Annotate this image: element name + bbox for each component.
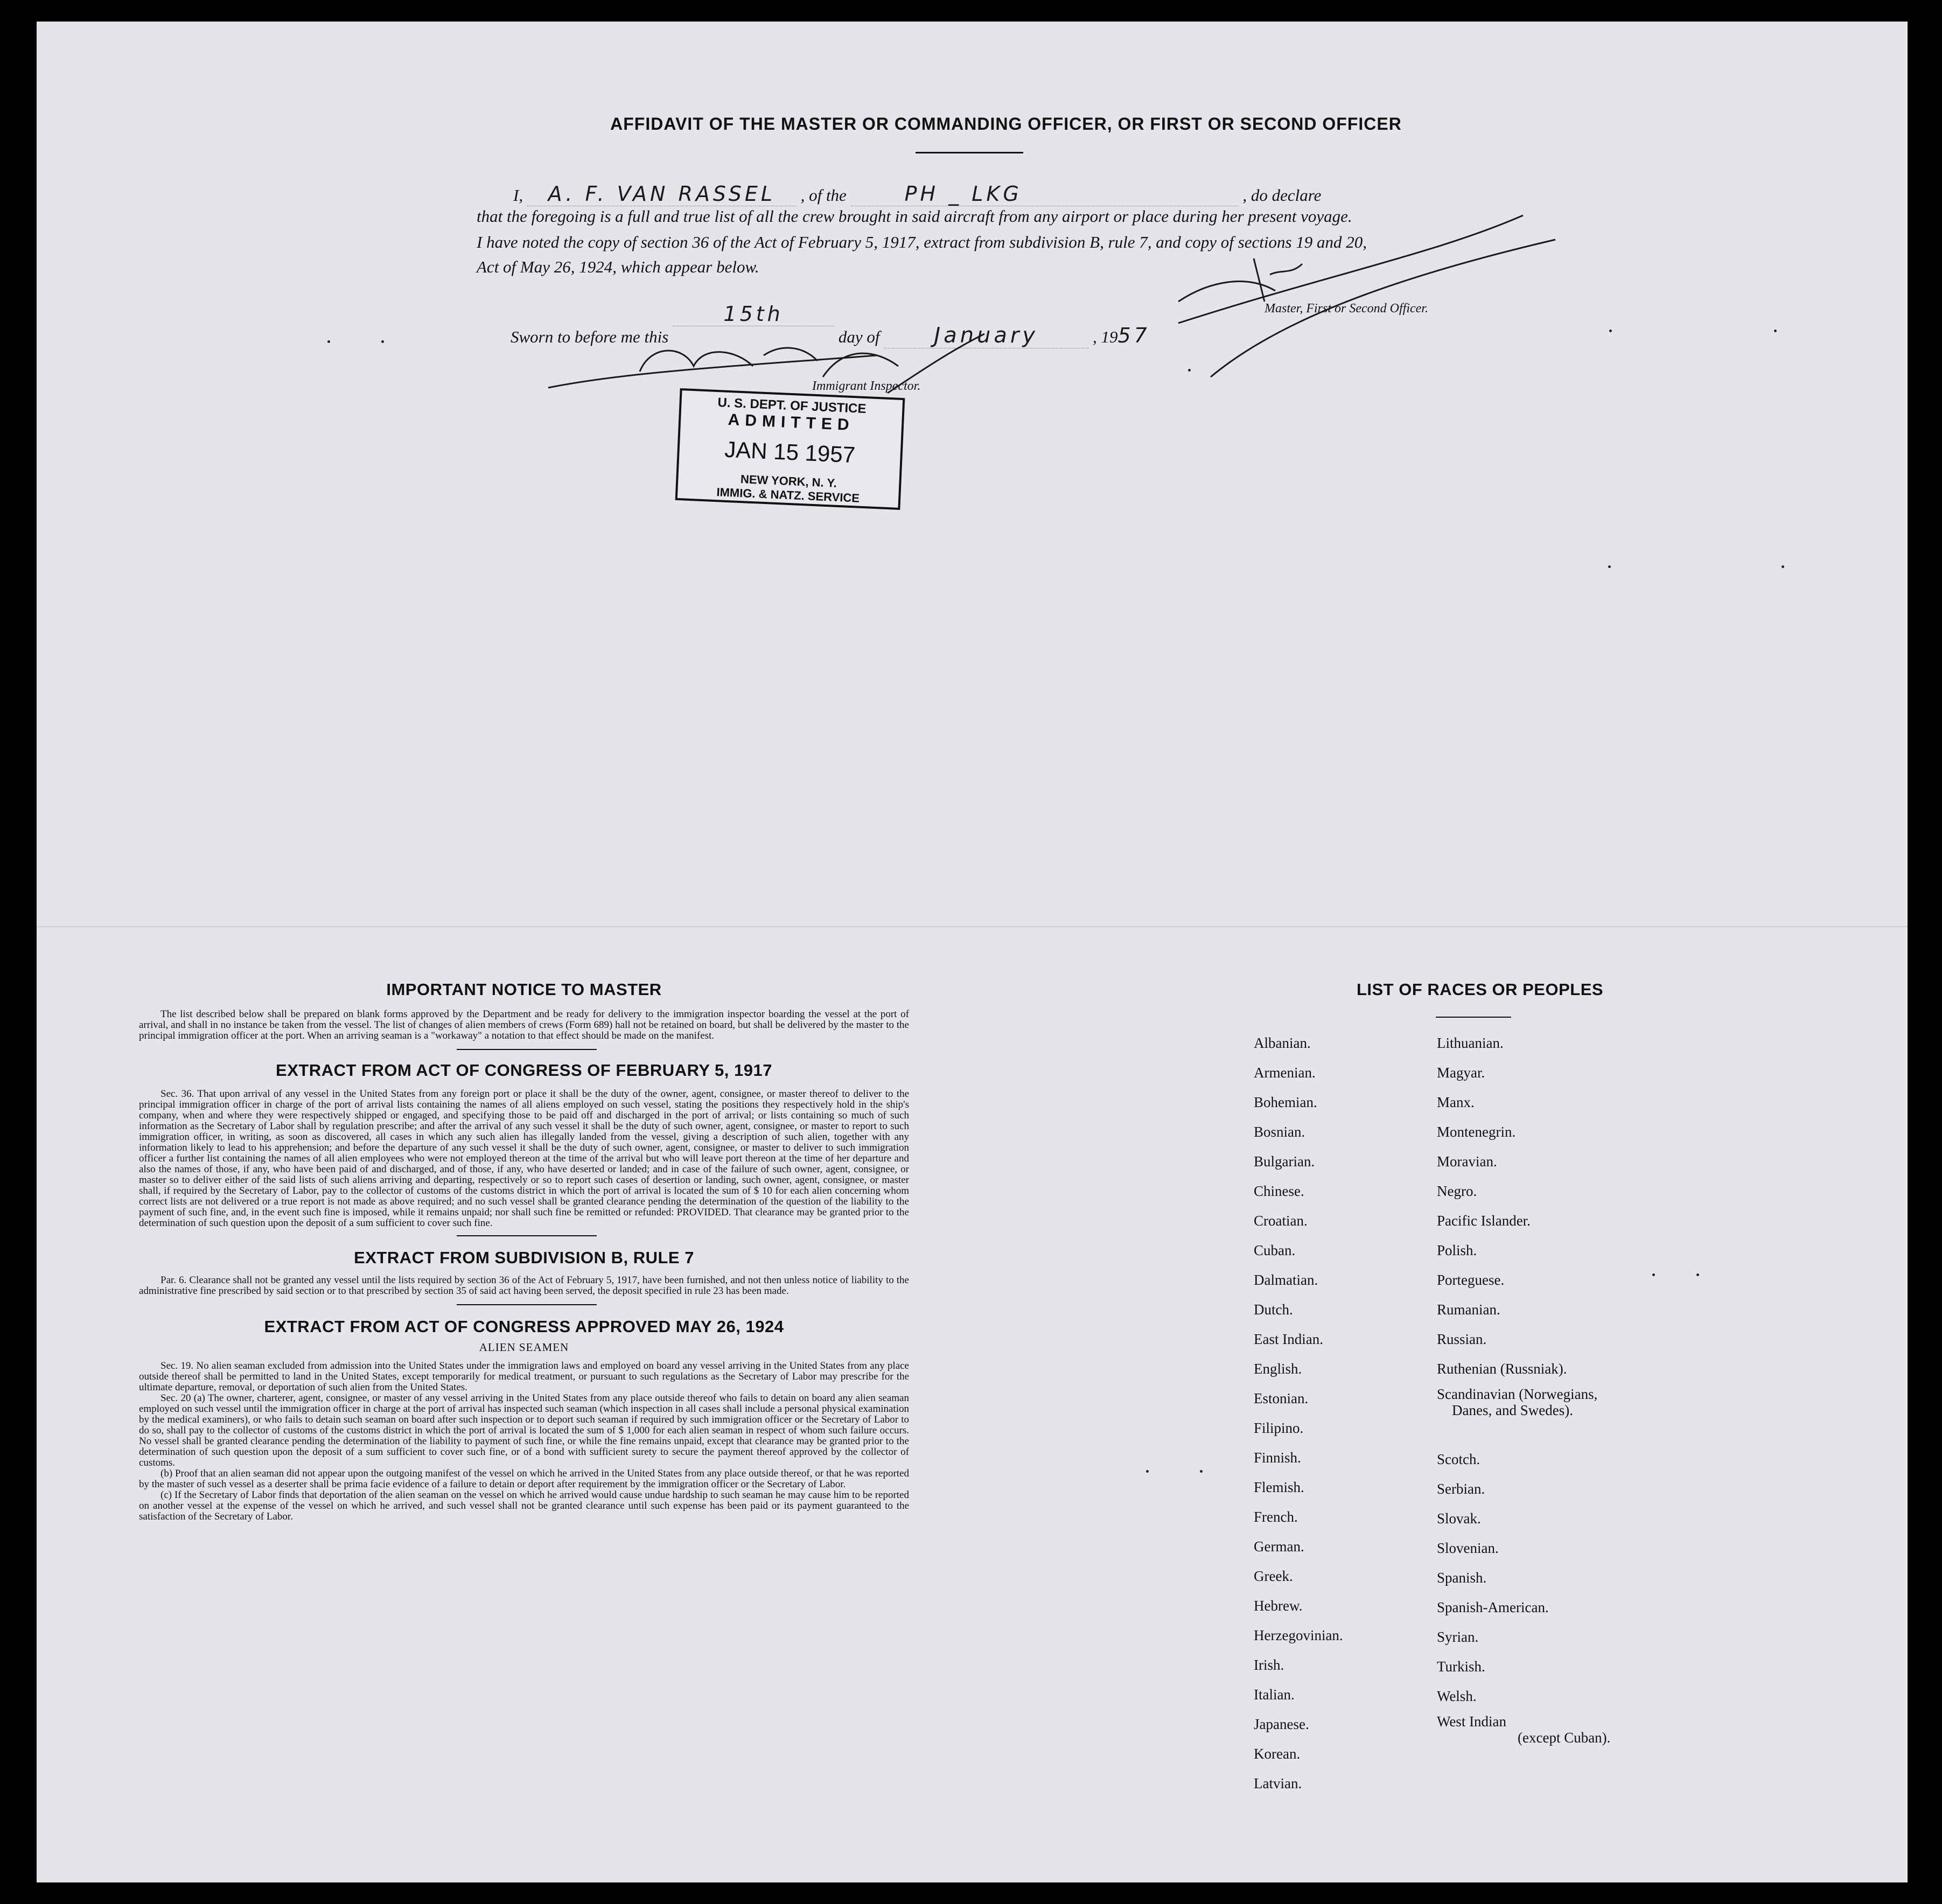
extract-1917-body: Sec. 36. That upon arrival of any vessel in the United States from any foreign port or place it shall be the duty of the owner, agent, consignee, or master thereof to deliver to the principal immigration officer in charge of the port of arrival lists containing the names of all aliens employed on such vessel, stating the positions they respectively hold in the ship's company, when and where they were respectively shipped or engaged, and specifying those to be paid off and discharged in the port of arrival; or lists containing so much of such information as the Secretary of Labor shall by regulation prescribe; and after the arrival of any such vessel it shall be the duty of such owner, agent, consignee, or master to report to such immigration officer, in writing, as soon as discovered, all cases in which any such alien has illegally landed from the vessel, giving a description of such alien, together with any information likely to lead to his apprehension; and before the departure of any such vessel it shall be the duty of such owner, agent, consignee, or master to deliver to such immigration officer a further list containing the names of all alien employees who were not employed thereon at the time of the arrival but who will leave port thereon at the time of her departure and also the names of those, if any, who have been paid of and discharged, and of those, if any, who have deserted or landed; and in case of the failure of such owner, agent, consignee, or master so to deliver either of the said lists of such aliens arriving and departing, respectively or so to report such cases of desertion or landing, such owner, agent, consignee, or master shall, if required by the Secretary of Labor, pay to the collector of customs of the customs district in which the port of arrival is located the sum of $ 10 for each alien concerning whom correct lists are not delivered or a true report is not made as above required; and no such vessel shall be granted clearance pending the determination of the question of the liability to the payment of such fine, and, in the event such fine is imposed, while it remains unpaid; nor shall such fine be remitted or refunded: PROVIDED. That clearance may be granted prior to the determination of such question upon the deposit of a sum sufficient to cover such fine. xyxy=(139,1088,909,1229)
affidavit-title: AFFIDAVIT OF THE MASTER OR COMMANDING OFFICER, OR FIRST OR SECOND OFFICER xyxy=(610,114,1402,134)
of-the-label: , of the xyxy=(800,186,847,205)
race-item: Flemish. xyxy=(1254,1479,1304,1495)
race-item: Serbian. xyxy=(1437,1481,1485,1497)
sec-19-body: Sec. 19. No alien seaman excluded from admission into the United States under the immigration laws and employed on board any vessel arriving in the United States from any place outside thereof shall be permitted to land in the United States, except temporarily for medical treatment, or pursuant to such regulations as the Secretary of Labor may prescribe for the ultimate departure, removal, or deportation of such alien from the United States. xyxy=(139,1360,909,1393)
stamp-admitted: ADMITTED xyxy=(728,410,855,435)
document-sheet xyxy=(37,22,1908,1882)
affidavit-line-4: Act of May 26, 1924, which appear below. xyxy=(477,257,759,276)
stamp-dept: U. S. DEPT. OF JUSTICE xyxy=(717,395,867,417)
notice-column xyxy=(139,980,909,1522)
race-item: Hebrew. xyxy=(1254,1598,1303,1614)
notice-title: IMPORTANT NOTICE TO MASTER xyxy=(386,980,662,999)
signatures-svg xyxy=(37,22,1908,506)
race-item: Slovenian. xyxy=(1437,1540,1499,1556)
race-item-scandinavian xyxy=(1437,1384,1738,1445)
race-item: Syrian. xyxy=(1437,1629,1479,1645)
fold-line xyxy=(37,926,1908,927)
scan-speck xyxy=(1608,565,1611,568)
do-declare-label: , do declare xyxy=(1242,186,1322,205)
race-item: Slovak. xyxy=(1437,1510,1481,1527)
race-item: Italian. xyxy=(1254,1686,1295,1703)
race-item: Croatian. xyxy=(1254,1213,1308,1229)
subdivision-b-body: Par. 6. Clearance shall not be granted any vessel until the lists required by section 36 of the Act of February 5, 1917, have been furnished, and not then unless notice of liability to the administrative fine prescribed by said section or to that prescribed by section 35 of said act having been served, the deposit specified in rule 23 has been made. xyxy=(139,1275,909,1297)
race-item: Danes, and Swedes). xyxy=(1452,1402,1573,1418)
master-signature xyxy=(1178,240,1555,377)
officer-name-field[interactable]: A. F. VAN RASSEL xyxy=(527,182,797,206)
scan-speck xyxy=(1146,1470,1149,1473)
stamp-date: JAN 15 1957 xyxy=(724,436,856,468)
affidavit-line-2: that the foregoing is a full and true list of all the crew brought in said aircraft from any airport or place during her present voyage. xyxy=(477,207,1352,226)
races-right-column xyxy=(1437,1028,1738,1756)
scan-speck xyxy=(1609,330,1612,332)
alien-seamen-subtitle: ALIEN SEAMEN xyxy=(479,1341,569,1354)
scan-speck xyxy=(381,340,384,343)
race-item: Rumanian. xyxy=(1437,1301,1500,1318)
stamp-service: IMMIG. & NATZ. SERVICE xyxy=(716,485,860,505)
inspector-caption: Immigrant Inspector. xyxy=(812,379,921,393)
subdivision-b-rule xyxy=(457,1304,597,1305)
race-item: Armenian. xyxy=(1254,1065,1316,1081)
race-item: (except Cuban). xyxy=(1518,1730,1611,1746)
day-of-label: day of xyxy=(838,327,880,346)
races-rule xyxy=(1436,1017,1511,1018)
race-item: German. xyxy=(1254,1538,1304,1555)
race-item: Bohemian. xyxy=(1254,1094,1317,1110)
race-item: Montenegrin. xyxy=(1437,1124,1516,1140)
inspector-signature xyxy=(548,348,898,388)
race-item: Estonian. xyxy=(1254,1390,1309,1406)
extract-1924-title: EXTRACT FROM ACT OF CONGRESS APPROVED MAY 26, 1924 xyxy=(264,1317,784,1336)
race-item: Finnish. xyxy=(1254,1450,1301,1466)
day-field[interactable]: 15th xyxy=(673,302,834,326)
race-item: Korean. xyxy=(1254,1746,1301,1762)
race-item: Welsh. xyxy=(1437,1688,1477,1704)
notice-rule xyxy=(457,1049,597,1050)
race-item: Ruthenian (Russniak). xyxy=(1437,1361,1567,1377)
scan-speck xyxy=(327,340,330,343)
race-item: Dutch. xyxy=(1254,1301,1293,1318)
race-item: Lithuanian. xyxy=(1437,1035,1504,1051)
race-item: French. xyxy=(1254,1509,1298,1525)
master-signature-stroke xyxy=(1178,215,1523,323)
race-item: Polish. xyxy=(1437,1242,1477,1258)
scan-speck xyxy=(1200,1470,1203,1473)
race-item-west-indian xyxy=(1437,1711,1738,1756)
sec-20b-body: (b) Proof that an alien seaman did not appear upon the outgoing manifest of the vessel on which he arrived in the United States from any place outside thereof, or that he was reported by the master of such vessel as a deserter shall be prima facie evidence of a failure to detain or deport after requirement by the immigration officer or the Secretary of Labor. xyxy=(139,1468,909,1490)
race-item: Bosnian. xyxy=(1254,1124,1305,1140)
sec-20a-body: Sec. 20 (a) The owner, charterer, agent, consignee, or master of any vessel arriving in the United States from any place outside thereof who fails to detain on board any alien seaman employed on such vessel until the immigration officer in charge at the port of arrival has inspected such seaman (which inspection in all cases shall include a personal physical examination by the medical examiners), or who fails to detain such seaman on board after such inspection or to deport such seaman if required by such immigration officer or the Secretary of Labor to do so, shall pay to the collector of customs of the customs district in which the port of arrival is located the sum of $ 1,000 for each alien seaman in respect of whom such failure occurs. No vessel shall be granted clearance pending the determination of the liability to payment of such fine, or while the fine remains unpaid, except that clearance may be granted prior to the determination of such question upon the deposit of a sum sufficient to cover such fine, or of a bond with sufficient surety to secure the payment thereof approved by the collector of customs. xyxy=(139,1392,909,1468)
race-item: Turkish. xyxy=(1437,1658,1485,1675)
scan-speck xyxy=(1652,1273,1655,1276)
race-item: Japanese. xyxy=(1254,1716,1309,1732)
scan-speck xyxy=(1782,565,1784,568)
races-left-column xyxy=(1254,1028,1431,1798)
race-item: Porteguese. xyxy=(1437,1272,1505,1288)
scan-speck xyxy=(1188,369,1191,372)
races-title: LIST OF RACES OR PEOPLES xyxy=(1356,980,1604,999)
aircraft-field[interactable]: PH _ LKG xyxy=(851,182,1239,206)
master-caption: Master, First or Second Officer. xyxy=(1265,302,1428,316)
notice-body: The list described below shall be prepared on blank forms approved by the Department and be ready for delivery to the immigration inspector boarding the vessel at the port of arrival, and shall in no instance be taken from the vessel. The list of changes of alien members of crews (Form 689) hall not be retained on board, but shall be delivered by the master to the principal immigration officer at the port. When an arriving seaman is a "workaway" a notation to that effect should be made on the manifest. xyxy=(139,1009,909,1041)
year-field[interactable]: 57 xyxy=(1117,324,1150,347)
race-item: Manx. xyxy=(1437,1094,1475,1110)
scan-speck xyxy=(1696,1273,1699,1276)
race-item: Irish. xyxy=(1254,1657,1284,1673)
month-field[interactable]: January xyxy=(884,323,1088,348)
race-item: Albanian. xyxy=(1254,1035,1311,1051)
race-item: Herzegovinian. xyxy=(1254,1627,1343,1643)
race-item: Greek. xyxy=(1254,1568,1293,1584)
race-item: English. xyxy=(1254,1361,1302,1377)
race-item: Cuban. xyxy=(1254,1242,1296,1258)
race-item: Dalmatian. xyxy=(1254,1272,1318,1288)
race-item: Latvian. xyxy=(1254,1775,1302,1791)
race-item: Spanish. xyxy=(1437,1570,1487,1586)
race-item: Pacific Islander. xyxy=(1437,1213,1531,1229)
affidavit-line-3: I have noted the copy of section 36 of the Act of February 5, 1917, extract from subdivision B, rule 7, and copy of sections 19 and 20, xyxy=(477,233,1367,251)
race-item: East Indian. xyxy=(1254,1331,1323,1347)
race-item: Negro. xyxy=(1437,1183,1477,1199)
race-item: Scotch. xyxy=(1437,1451,1480,1467)
race-item: Magyar. xyxy=(1437,1065,1485,1081)
subdivision-b-title: EXTRACT FROM SUBDIVISION B, RULE 7 xyxy=(354,1248,694,1267)
race-item: Filipino. xyxy=(1254,1420,1304,1436)
i-label: I, xyxy=(513,186,523,205)
extract-1917-title: EXTRACT FROM ACT OF CONGRESS OF FEBRUARY 5, 1917 xyxy=(276,1061,772,1080)
year-prefix: , 19 xyxy=(1092,327,1118,346)
extract-1917-rule xyxy=(457,1235,597,1236)
inspector-signature-stroke xyxy=(888,334,984,393)
race-item: Moravian. xyxy=(1437,1153,1497,1170)
race-item: Spanish-American. xyxy=(1437,1599,1549,1615)
race-item: Russian. xyxy=(1437,1331,1487,1347)
race-item: West Indian xyxy=(1437,1713,1507,1730)
race-item: Bulgarian. xyxy=(1254,1153,1315,1170)
race-item: Chinese. xyxy=(1254,1183,1304,1199)
sec-20c-body: (c) If the Secretary of Labor finds that deportation of the alien seaman on the vessel on which he arrived would cause undue hardship to such seaman he may cause him to be reported on another vessel at the expense of the vessel on which he arrived, and such vessel shall not be granted clearance until such expense has been paid or its payment guaranteed to the satisfaction of the Secretary of Labor. xyxy=(139,1489,909,1522)
race-item: Scandinavian (Norwegians, xyxy=(1437,1386,1598,1402)
stamp-city: NEW YORK, N. Y. xyxy=(740,472,837,490)
sworn-label: Sworn to before me this xyxy=(511,327,669,346)
scan-speck xyxy=(1774,330,1777,332)
admitted-stamp xyxy=(675,388,905,510)
